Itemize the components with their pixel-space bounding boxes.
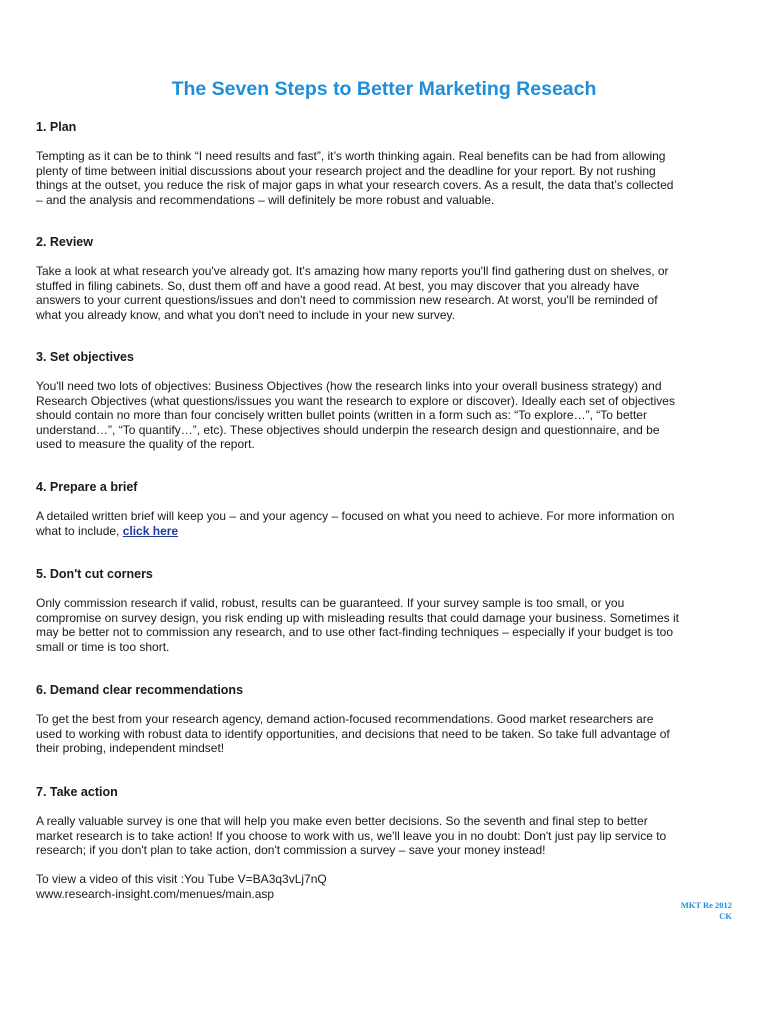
section-heading: 4. Prepare a brief	[36, 480, 138, 494]
section-heading: 2. Review	[36, 235, 93, 249]
body-line-text: what to include,	[36, 523, 123, 538]
body-line: You'll need two lots of objectives: Business Objectives (how the research links into your overall business strategy) and	[36, 379, 662, 393]
body-line: research; if you don't plan to take action, don't commission a survey – save your money instead!	[36, 843, 546, 857]
body-line: stuffed in filing cabinets. So, dust them off and have a good read. At best, you may discover that you already have	[36, 278, 640, 293]
body-line: small or time is too short.	[36, 639, 170, 654]
section-heading: 5. Don't cut corners	[36, 567, 153, 581]
section-body	[36, 379, 732, 452]
body-line: used to working with robust data to identify opportunities, and decisions that need to be taken. So take full advantage of	[36, 726, 670, 741]
section-heading: 3. Set objectives	[36, 350, 134, 364]
body-line: plenty of time between initial discussions about your research project and the deadline for your report. By not rushing	[36, 163, 656, 178]
page-title: The Seven Steps to Better Marketing Reseach	[171, 78, 597, 100]
stamp-line: MKT Re 2012	[680, 900, 732, 910]
body-line: answers to your current questions/issues and don't need to commission new research. At worst, you'll be reminded of	[36, 293, 658, 307]
section-body	[36, 149, 732, 207]
body-line: A really valuable survey is one that will help you make even better decisions. So the seventh and final step to better	[36, 814, 648, 828]
body-line: things at the outset, you reduce the risk of major gaps in what your research covers. As a result, the data that’s collected	[36, 178, 674, 192]
body-line: A detailed written brief will keep you – and your agency – focused on what you need to achieve. For more information on	[36, 509, 675, 523]
section-body	[36, 712, 732, 756]
section-body	[36, 509, 732, 538]
body-line: their probing, independent mindset!	[36, 741, 225, 755]
section-dont-cut-corners	[36, 567, 732, 654]
video-reference: To view a video of this visit :You Tube V=BA3q3vLj7nQ	[36, 872, 327, 886]
body-line: should contain no more than four concisely written bullet points (written in a form such as: “To explore…”, “To better	[36, 408, 647, 422]
footer-notes	[36, 872, 732, 901]
body-line: To get the best from your research agency, demand action-focused recommendations. Good market researchers are	[36, 712, 654, 726]
section-body	[36, 814, 732, 858]
section-heading: 1. Plan	[36, 120, 77, 134]
section-body	[36, 264, 732, 322]
body-line: understand…”, “To quantify…”, etc). These objectives should underpin the research design and questionnaire, and be	[36, 422, 660, 437]
body-line: Only commission research if valid, robust, results can be guaranteed. If your survey sample is too small, or you	[36, 596, 625, 610]
section-review	[36, 235, 732, 322]
section-set-objectives	[36, 350, 732, 451]
body-line: may be better not to commission any research, and to use other fact-finding techniques – especially if your budget is too	[36, 625, 674, 639]
body-line: market research is to take action! If you choose to work with us, we'll leave you in no doubt: Don't just pay lip service to	[36, 828, 667, 843]
body-line: Take a look at what research you've already got. It's amazing how many reports you'll find gathering dust on shelves, or	[36, 264, 669, 278]
body-line: – and the analysis and recommendations – will definitely be more robust and valuable.	[36, 192, 495, 207]
section-plan	[36, 120, 732, 207]
body-line	[36, 524, 732, 539]
section-body	[36, 596, 732, 654]
stamp-line: CK	[719, 911, 732, 921]
body-line: compromise on survey design, you risk ending up with misleading results that could damage your business. Sometimes it	[36, 610, 679, 625]
section-demand-recommendations	[36, 683, 732, 755]
section-heading: 6. Demand clear recommendations	[36, 683, 244, 697]
section-heading: 7. Take action	[36, 785, 118, 799]
body-line: Research Objectives (what questions/issues you want the research to explore or discover). Ideally each set of objectives	[36, 393, 675, 408]
body-line: used to measure the quality of the report.	[36, 437, 255, 451]
click-here-link[interactable]: click here	[122, 523, 179, 538]
section-take-action	[36, 785, 732, 857]
body-line: Tempting as it can be to think “I need results and fast”, it’s worth thinking again. Real benefits can be had from allowing	[36, 149, 666, 163]
website-url: www.research-insight.com/menues/main.asp	[36, 886, 275, 901]
section-prepare-brief	[36, 480, 732, 538]
body-line: what you already know, and what you don't need to include in your new survey.	[36, 307, 455, 322]
document-stamp	[681, 900, 732, 922]
